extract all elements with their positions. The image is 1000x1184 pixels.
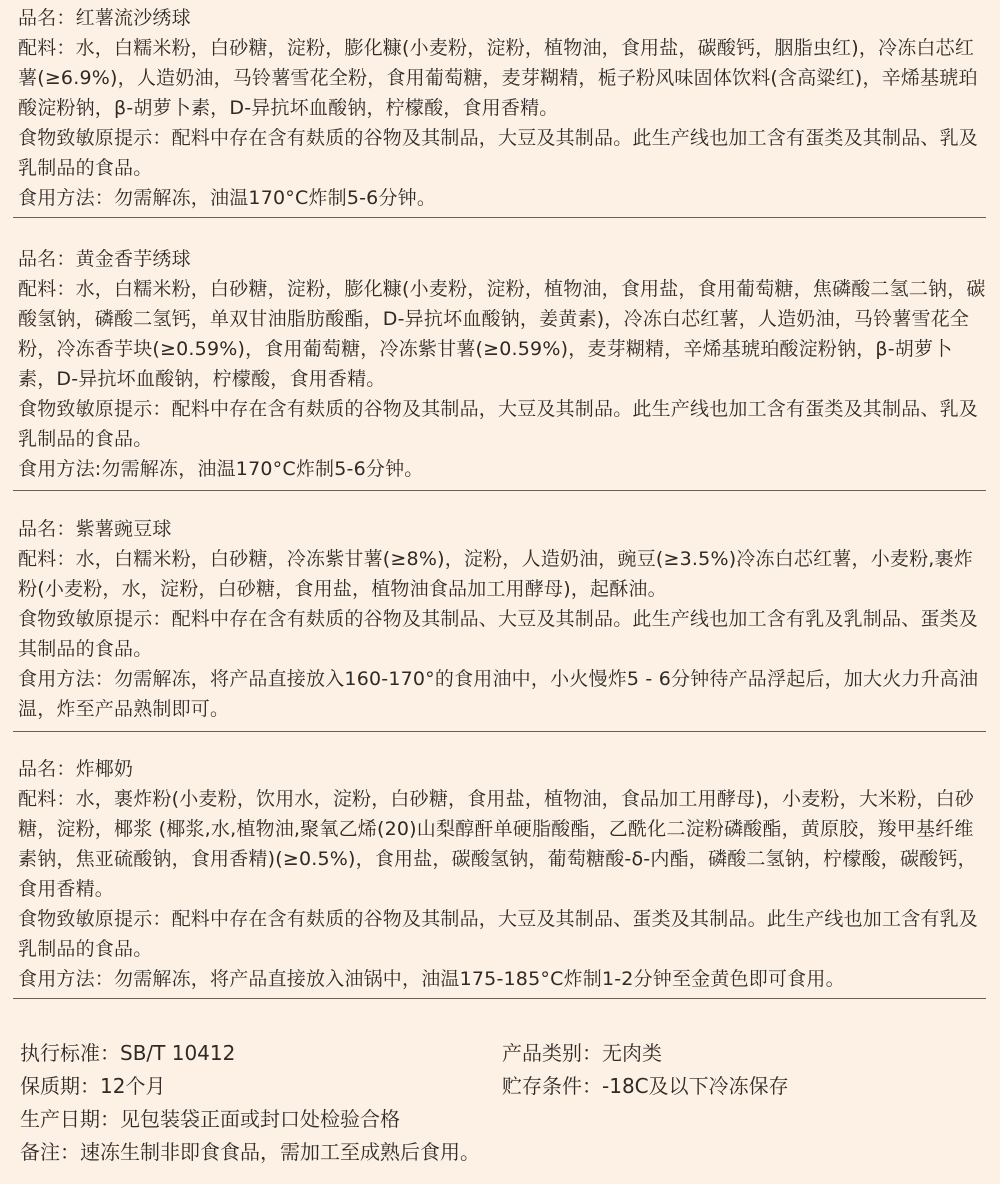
- product-block-3: [18, 514, 986, 724]
- product-block-1: [18, 3, 986, 213]
- usage-text: 食用方法：勿需解冻，将产品直接放入160-170°的食用油中，小火慢炸5 - 6分钟待产品浮起后，加大火力升高油温，炸至产品熟制即可。: [18, 668, 979, 720]
- shelf-life-text: 保质期：12个月: [20, 1074, 166, 1098]
- allergen-text: 食物致敏原提示：配料中存在含有麸质的谷物及其制品，大豆及其制品。此生产线也加工含有蛋类及其制品、乳及乳制品的食品。: [18, 398, 979, 450]
- ingredients-text: 配料：水，裹炸粉(小麦粉，饮用水，淀粉，白砂糖，食用盐，植物油，食品加工用酵母)，小麦粉，大米粉，白砂糖，淀粉，椰浆 (椰浆,水,植物油,聚氧乙烯(20)山梨醇酐单硬脂酸酯，乙酰化二淀粉磷酸酯，黄原胶，羧甲基纤维素钠，焦亚硫酸钠，食用香精)(≥0.5%)，食用盐，碳酸氢钠，葡萄糖酸-δ-内酯，磷酸二氢钠，柠檬酸，碳酸钙，食用香精。: [18, 788, 977, 900]
- allergen-text: 食物致敏原提示：配料中存在含有麸质的谷物及其制品，大豆及其制品。此生产线也加工含有蛋类及其制品、乳及乳制品的食品。: [18, 127, 979, 179]
- footer-row: [20, 1103, 980, 1136]
- section-divider: [13, 998, 986, 999]
- product-name: 品名：黄金香芋绣球: [18, 248, 191, 270]
- product-spec-footer: [20, 1037, 980, 1169]
- footer-row: [20, 1070, 980, 1103]
- footer-row: [20, 1037, 980, 1070]
- usage-text: 食用方法:勿需解冻，油温170°C炸制5-6分钟。: [18, 458, 424, 480]
- product-name: 品名：炸椰奶: [18, 758, 134, 780]
- production-date-text: 生产日期：见包装袋正面或封口处检验合格: [20, 1107, 400, 1131]
- usage-text: 食用方法：勿需解冻，油温170°C炸制5-6分钟。: [18, 187, 437, 209]
- allergen-text: 食物致敏原提示：配料中存在含有麸质的谷物及其制品，大豆及其制品、蛋类及其制品。此生产线也加工含有乳及乳制品的食品。: [18, 908, 979, 960]
- ingredients-text: 配料：水，白糯米粉，白砂糖，淀粉，膨化糠(小麦粉，淀粉，植物油，食用盐，碳酸钙，胭脂虫红)，冷冻白芯红薯(≥6.9%)，人造奶油，马铃薯雪花全粉，食用葡萄糖，麦芽糊精，栀子粉风味固体饮料(含高粱红)，辛烯基琥珀酸淀粉钠，β-胡萝卜素，D-异抗坏血酸钠，柠檬酸，食用香精。: [18, 37, 978, 119]
- product-name: 品名：紫薯豌豆球: [18, 518, 172, 540]
- allergen-text: 食物致敏原提示：配料中存在含有麸质的谷物及其制品、大豆及其制品。此生产线也加工含有乳及乳制品、蛋类及其制品的食品。: [18, 608, 979, 660]
- usage-text: 食用方法：勿需解冻，将产品直接放入油锅中，油温175-185°C炸制1-2分钟至金黄色即可食用。: [18, 968, 845, 990]
- product-name: 品名：红薯流沙绣球: [18, 7, 191, 29]
- standard-text: 执行标准：SB/T 10412: [20, 1041, 236, 1065]
- product-block-2: [18, 244, 986, 484]
- ingredients-text: 配料：水，白糯米粉，白砂糖，淀粉，膨化糠(小麦粉，淀粉，植物油，食用盐，食用葡萄糖，焦磷酸二氢二钠，碳酸氢钠，磷酸二氢钙，单双甘油脂肪酸酯，D-异抗坏血酸钠，姜黄素)，冷冻白芯红薯，人造奶油，马铃薯雪花全粉，冷冻香芋块(≥0.59%)，食用葡萄糖，冷冻紫甘薯(≥0.59%)，麦芽糊精，辛烯基琥珀酸淀粉钠，β-胡萝卜素，D-异抗坏血酸钠，柠檬酸，食用香精。: [18, 278, 986, 390]
- section-divider: [13, 217, 986, 218]
- category-text: 产品类别：无肉类: [502, 1041, 662, 1065]
- storage-text: 贮存条件：-18C及以下冷冻保存: [502, 1074, 789, 1098]
- section-divider: [13, 731, 986, 732]
- note-text: 备注：速冻生制非即食食品，需加工至成熟后食用。: [20, 1140, 480, 1164]
- footer-row: [20, 1136, 980, 1169]
- ingredients-text: 配料：水，白糯米粉，白砂糖，冷冻紫甘薯(≥8%)，淀粉，人造奶油，豌豆(≥3.5%)冷冻白芯红薯，小麦粉,裹炸粉(小麦粉，水，淀粉，白砂糖，食用盐，植物油食品加工用酵母)，起酥油。: [18, 548, 973, 600]
- product-block-4: [18, 754, 986, 994]
- section-divider: [13, 490, 986, 491]
